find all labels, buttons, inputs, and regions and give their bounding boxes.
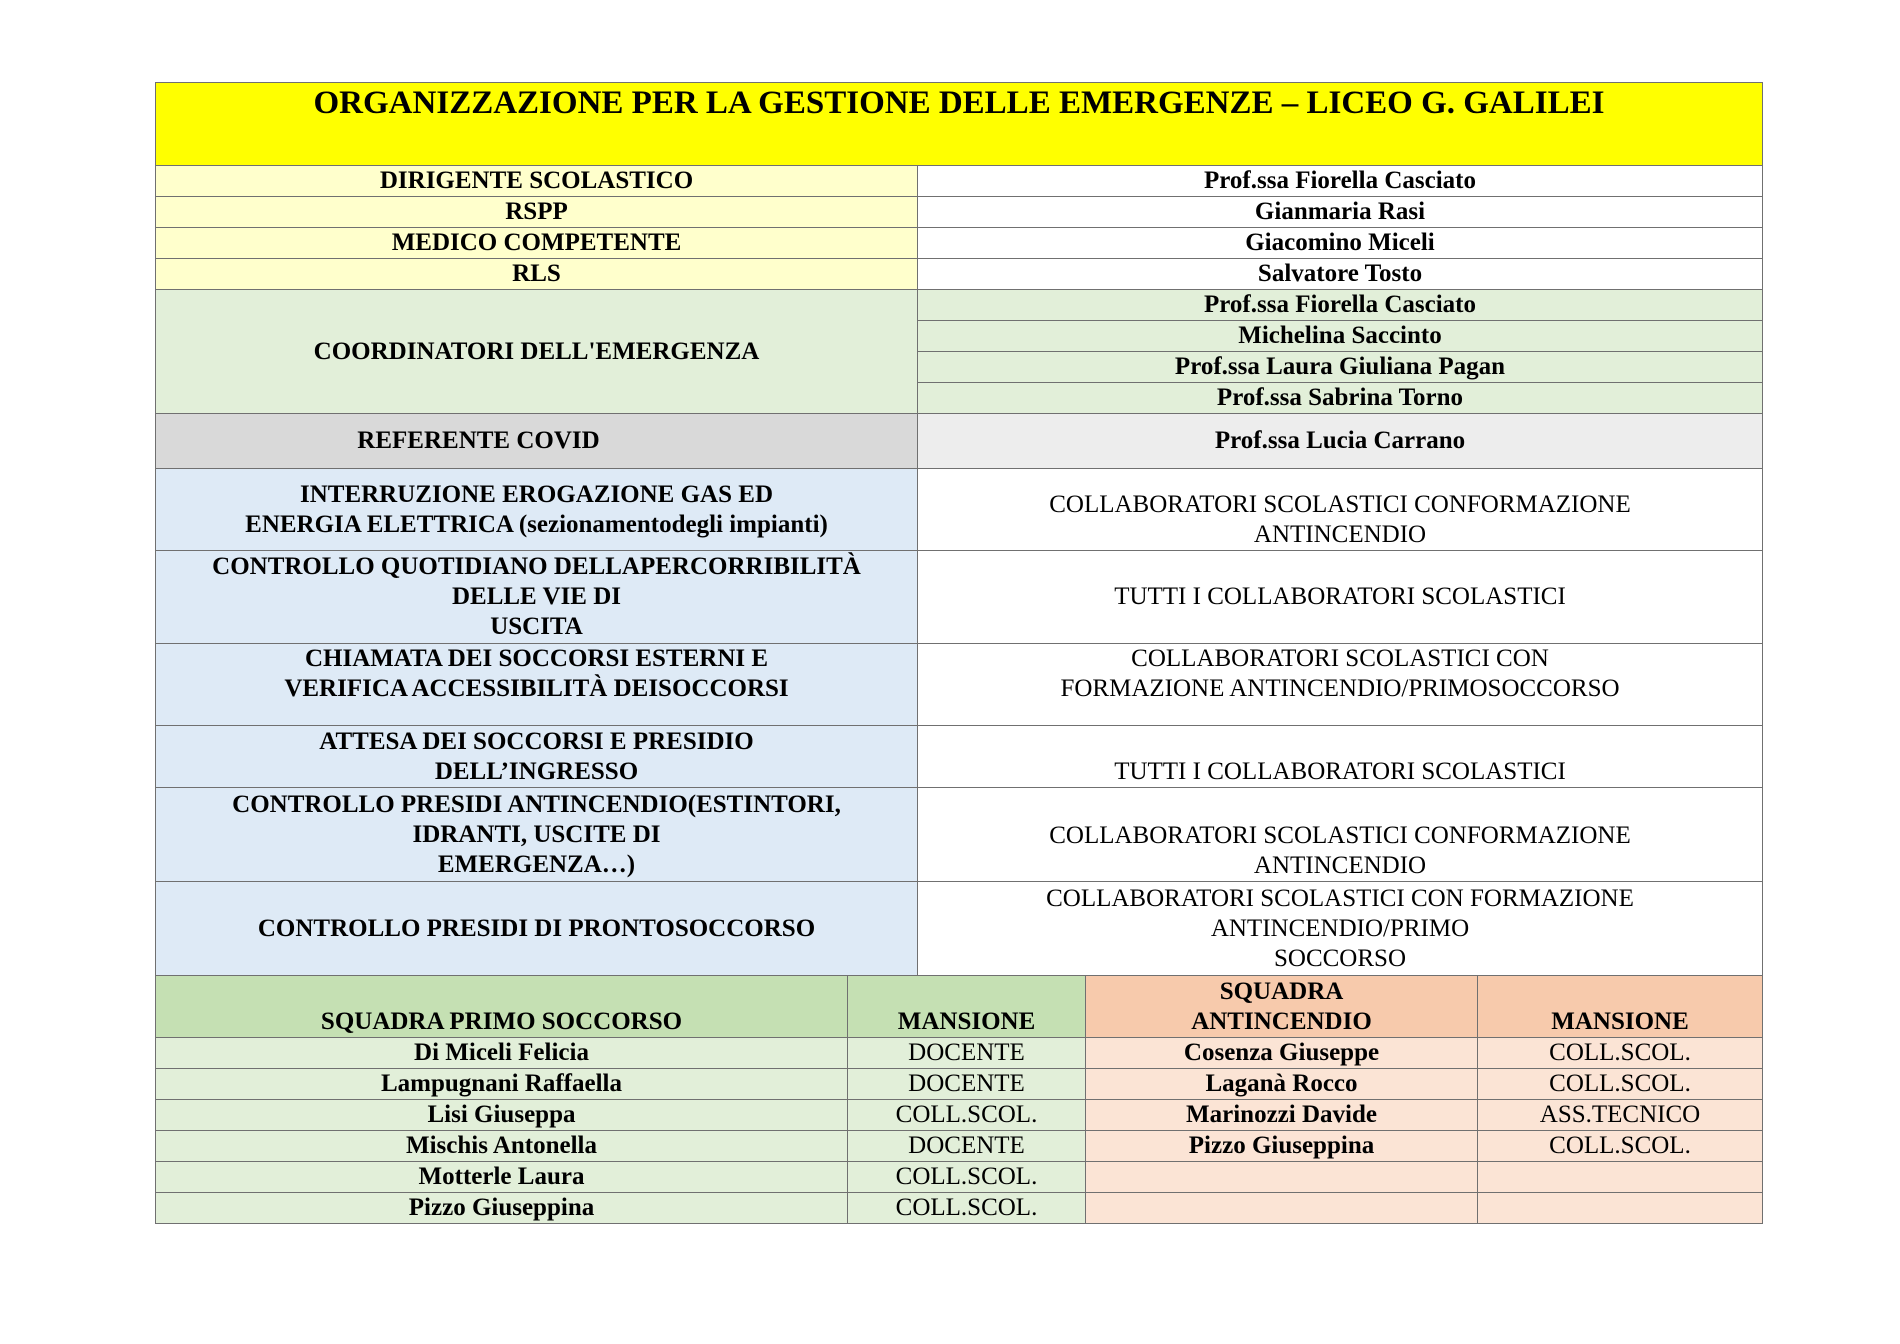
ps-role: COLL.SCOL. <box>848 1100 1086 1131</box>
table-row <box>156 1162 1763 1193</box>
ai-role: COLL.SCOL. <box>1478 1069 1763 1100</box>
task-line: CONTROLLO PRESIDI ANTINCENDIO(ESTINTORI, <box>232 790 841 818</box>
covid-value: Prof.ssa Lucia Carrano <box>918 414 1763 469</box>
ps-name: Di Miceli Felicia <box>156 1038 848 1069</box>
task-assignee <box>918 551 1763 644</box>
primo-soccorso-header: SQUADRA PRIMO SOCCORSO <box>156 976 848 1038</box>
ps-role: COLL.SCOL. <box>848 1162 1086 1193</box>
ps-name: Mischis Antonella <box>156 1131 848 1162</box>
assignee-line: TUTTI I COLLABORATORI SCOLASTICI <box>1114 758 1566 785</box>
task-label <box>156 644 918 726</box>
task-line: INTERRUZIONE EROGAZIONE GAS ED <box>299 480 773 508</box>
task-label <box>156 882 918 976</box>
role-value: Giacomino Miceli <box>918 228 1763 259</box>
task-line: DELLE VIE DI <box>451 583 622 610</box>
task-label <box>156 469 918 551</box>
antincendio-header <box>1086 976 1478 1038</box>
ai-name: Laganà Rocco <box>1086 1069 1478 1100</box>
role-label: RSPP <box>156 197 918 228</box>
ai-role: COLL.SCOL. <box>1478 1131 1763 1162</box>
ps-role: DOCENTE <box>848 1069 1086 1100</box>
assignee-line: ANTINCENDIO/PRIMO <box>1210 914 1470 942</box>
ai-role: ASS.TECNICO <box>1478 1100 1763 1131</box>
squadre-table <box>155 975 1763 1224</box>
covid-label: REFERENTE COVID <box>156 414 918 469</box>
antincendio-header-line: SQUADRA <box>1219 978 1344 1005</box>
assignee-line: COLLABORATORI SCOLASTICI CON <box>1131 645 1549 672</box>
coordinatore-name: Prof.ssa Fiorella Casciato <box>918 290 1763 321</box>
assignee-line: SOCCORSO <box>1274 944 1406 972</box>
ps-name: Motterle Laura <box>156 1162 848 1193</box>
table-row <box>156 1100 1763 1131</box>
ps-role: DOCENTE <box>848 1038 1086 1069</box>
mansione-header: MANSIONE <box>1478 976 1763 1038</box>
coordinatore-name: Prof.ssa Sabrina Torno <box>918 383 1763 414</box>
assignee-line: TUTTI I COLLABORATORI SCOLASTICI <box>1114 583 1566 610</box>
document-title: ORGANIZZAZIONE PER LA GESTIONE DELLE EMERGENZE – LICEO G. GALILEI <box>156 83 1763 166</box>
table-row <box>156 1038 1763 1069</box>
task-line: USCITA <box>490 613 583 640</box>
role-label: RLS <box>156 259 918 290</box>
ps-name: Pizzo Giuseppina <box>156 1193 848 1224</box>
assignee-line: ANTINCENDIO <box>1253 852 1427 879</box>
task-line: EMERGENZA…) <box>437 850 636 878</box>
ai-name: Cosenza Giuseppe <box>1086 1038 1478 1069</box>
task-line: CONTROLLO PRESIDI DI PRONTOSOCCORSO <box>257 914 816 942</box>
role-value: Salvatore Tosto <box>918 259 1763 290</box>
assignee-line: FORMAZIONE ANTINCENDIO/PRIMOSOCCORSO <box>1060 675 1620 702</box>
ai-name: Marinozzi Davide <box>1086 1100 1478 1131</box>
ai-name <box>1086 1162 1478 1193</box>
task-line: ENERGIA ELETTRICA (sezionamentodegli impianti) <box>245 510 828 538</box>
assignee-line: ANTINCENDIO <box>1253 521 1427 548</box>
assignee-line: COLLABORATORI SCOLASTICI CONFORMAZIONE <box>1049 822 1631 849</box>
coordinatore-name: Prof.ssa Laura Giuliana Pagan <box>918 352 1763 383</box>
task-assignee <box>918 469 1763 551</box>
ai-role <box>1478 1193 1763 1224</box>
task-assignee <box>918 882 1763 976</box>
ps-name: Lampugnani Raffaella <box>156 1069 848 1100</box>
mansione-header: MANSIONE <box>848 976 1086 1038</box>
task-line: ATTESA DEI SOCCORSI E PRESIDIO <box>319 728 754 755</box>
ps-role: DOCENTE <box>848 1131 1086 1162</box>
task-assignee <box>918 726 1763 788</box>
ai-role <box>1478 1162 1763 1193</box>
ai-name <box>1086 1193 1478 1224</box>
task-label <box>156 726 918 788</box>
roles-table <box>155 82 1763 976</box>
task-assignee <box>918 644 1763 726</box>
task-line: VERIFICA ACCESSIBILITÀ DEISOCCORSI <box>284 675 789 702</box>
task-line: IDRANTI, USCITE DI <box>412 820 661 848</box>
task-label <box>156 551 918 644</box>
task-line: CONTROLLO QUOTIDIANO DELLAPERCORRIBILITÀ <box>212 553 861 580</box>
assignee-line: COLLABORATORI SCOLASTICI CON FORMAZIONE <box>1046 884 1634 912</box>
coordinatore-name: Michelina Saccinto <box>918 321 1763 352</box>
task-line: DELL’INGRESSO <box>434 758 639 785</box>
ai-name: Pizzo Giuseppina <box>1086 1131 1478 1162</box>
ps-name: Lisi Giuseppa <box>156 1100 848 1131</box>
role-label: DIRIGENTE SCOLASTICO <box>156 166 918 197</box>
table-row <box>156 1069 1763 1100</box>
role-value: Gianmaria Rasi <box>918 197 1763 228</box>
ai-role: COLL.SCOL. <box>1478 1038 1763 1069</box>
task-label <box>156 788 918 882</box>
task-line: CHIAMATA DEI SOCCORSI ESTERNI E <box>304 645 769 672</box>
antincendio-header-line: ANTINCENDIO <box>1191 1008 1372 1035</box>
coordinatori-label: COORDINATORI DELL'EMERGENZA <box>156 290 918 414</box>
assignee-line: COLLABORATORI SCOLASTICI CONFORMAZIONE <box>1049 491 1631 518</box>
role-value: Prof.ssa Fiorella Casciato <box>918 166 1763 197</box>
ps-role: COLL.SCOL. <box>848 1193 1086 1224</box>
table-row <box>156 1193 1763 1224</box>
role-label: MEDICO COMPETENTE <box>156 228 918 259</box>
table-row <box>156 1131 1763 1162</box>
task-assignee <box>918 788 1763 882</box>
emergency-organization-sheet <box>155 82 1762 1224</box>
